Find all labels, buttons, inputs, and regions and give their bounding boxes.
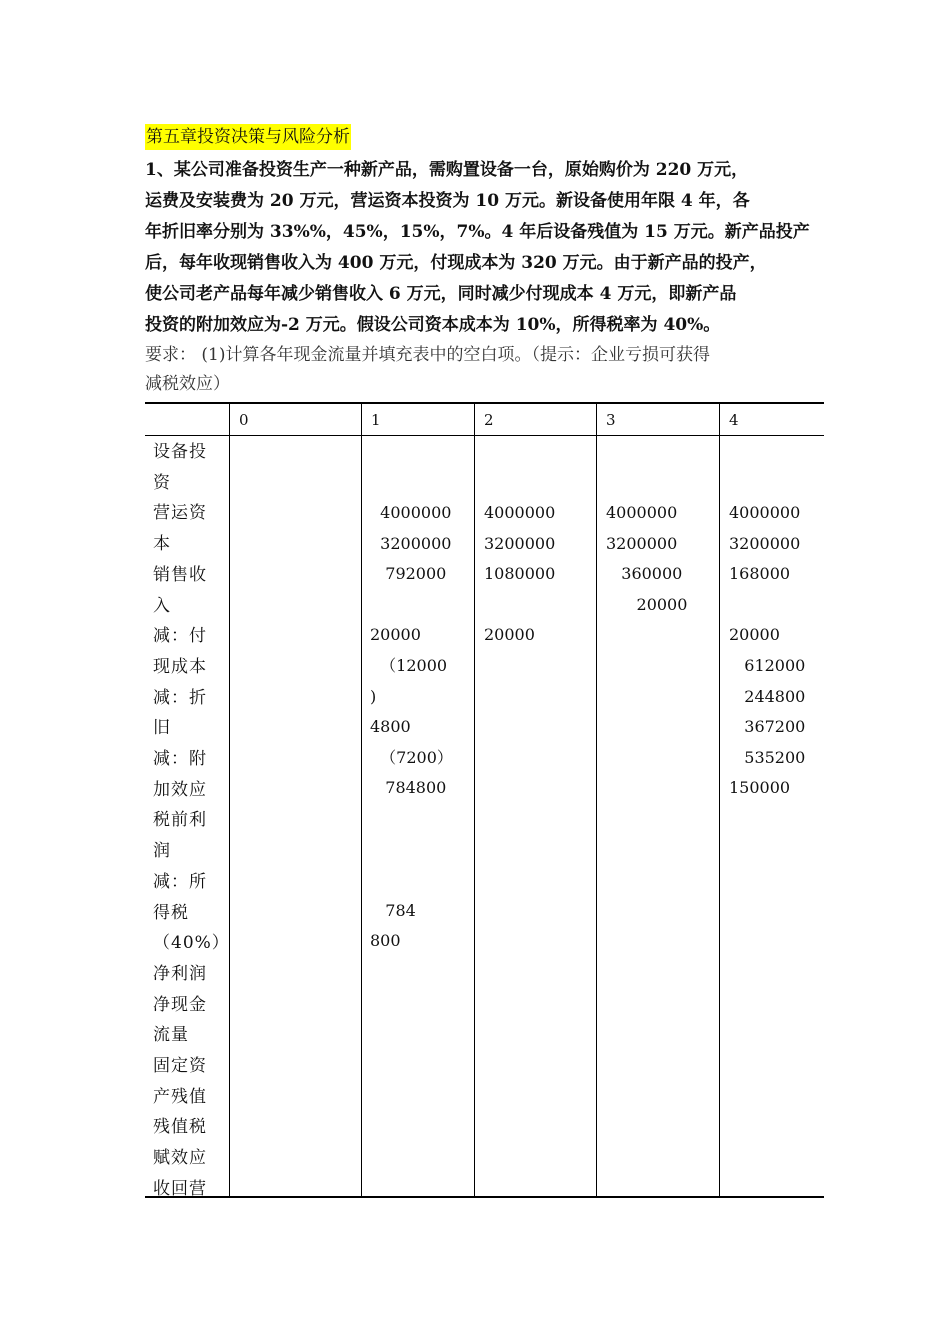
row-label: 减：附 xyxy=(153,749,207,770)
table-cell: 3200000 xyxy=(729,533,801,553)
table-cell xyxy=(484,590,592,621)
table-cell: 244800 xyxy=(729,686,806,706)
chapter-title: 第五章投资决策与风险分析 xyxy=(145,124,351,150)
table-cell: 20000 xyxy=(370,625,421,645)
row-label: 得税 xyxy=(153,902,189,923)
table-cell xyxy=(370,865,470,896)
column-header-year-4: 4 xyxy=(729,411,739,429)
column-divider xyxy=(719,404,720,1196)
row-label: 入 xyxy=(153,595,171,616)
row-label: 流量 xyxy=(153,1025,189,1046)
column-year-4-values xyxy=(729,498,821,804)
row-label: 旧 xyxy=(153,718,171,739)
column-divider xyxy=(596,404,597,1196)
row-label: 资 xyxy=(153,472,171,493)
row-label: 减：折 xyxy=(153,687,207,708)
row-label: 收回营 xyxy=(153,1178,207,1199)
row-label: 润 xyxy=(153,841,171,862)
table-cell: 4000000 xyxy=(484,503,556,522)
row-label: 残值税 xyxy=(153,1117,207,1138)
row-label: 加效应 xyxy=(153,779,207,800)
row-label: 减：付 xyxy=(153,626,207,647)
column-header-year-1: 1 xyxy=(371,411,381,429)
requirement-line: 要求： (1)计算各年现金流量并填充表中的空白项。（提示：企业亏损可获得 xyxy=(145,345,710,365)
row-label: 设备投 xyxy=(153,442,207,462)
table-cell: 20000 xyxy=(484,625,535,645)
problem-line: 使公司老产品每年减少销售收入 6 万元，同时减少付现成本 4 万元，即新产品 xyxy=(145,284,737,304)
table-cell: 367200 xyxy=(729,717,806,737)
requirement-text xyxy=(145,341,810,399)
column-year-3-values xyxy=(606,498,714,620)
table-cell xyxy=(729,590,821,621)
table-cell xyxy=(370,835,470,866)
header-divider xyxy=(145,435,824,436)
row-label: 产残值 xyxy=(153,1086,207,1107)
table-cell xyxy=(370,804,470,835)
table-cell: 168000 xyxy=(729,564,791,584)
column-divider xyxy=(361,404,362,1196)
column-header-year-0: 0 xyxy=(239,411,249,429)
row-label: 赋效应 xyxy=(153,1148,207,1169)
column-year-2-values xyxy=(484,498,592,651)
table-cell: 4000000 xyxy=(606,503,678,522)
problem-line: 投资的附加效应为-2 万元。假设公司资本成本为 10%，所得税率为 40%。 xyxy=(145,315,721,335)
problem-statement xyxy=(145,155,810,341)
row-label: 本 xyxy=(153,534,171,555)
table-cell: 4800 xyxy=(370,717,411,737)
table-cell: 1080000 xyxy=(484,564,556,584)
table-cell: 20000 xyxy=(729,625,780,645)
row-label: 净利润 xyxy=(153,963,207,984)
row-label: 现成本 xyxy=(153,656,207,677)
row-label: 净现金 xyxy=(153,994,207,1015)
row-label: 营运资 xyxy=(153,503,207,524)
column-header-year-3: 3 xyxy=(606,411,616,429)
table-cell: 4000000 xyxy=(729,503,801,522)
table-cell: （7200） xyxy=(370,747,453,767)
problem-line: 运费及安装费为 20 万元，营运资本投资为 10 万元。新设备使用年限 4 年，各 xyxy=(145,191,750,211)
table-cell: 784800 xyxy=(370,778,447,798)
column-header-year-2: 2 xyxy=(484,411,494,429)
table-cell: 612000 xyxy=(729,655,806,675)
cash-flow-table xyxy=(145,402,824,1198)
column-year-1-values xyxy=(370,498,470,957)
table-cell: 792000 xyxy=(370,564,447,584)
row-label: 销售收 xyxy=(153,564,207,585)
problem-line: 1、某公司准备投资生产一种新产品，需购置设备一台，原始购价为 220 万元， xyxy=(145,160,749,180)
table-cell xyxy=(370,590,470,621)
table-cell: 20000 xyxy=(606,594,688,614)
table-cell: 3200000 xyxy=(484,533,556,553)
row-label: （40%） xyxy=(153,933,230,954)
table-cell: 3200000 xyxy=(606,533,678,553)
row-label: 税前利 xyxy=(153,810,207,831)
table-cell: 784 xyxy=(370,900,416,920)
problem-line: 后，每年收现销售收入为 400 万元，付现成本为 320 万元。由于新产品的投产， xyxy=(145,253,767,273)
table-cell: 4000000 xyxy=(370,503,452,522)
table-cell: 800 xyxy=(370,931,401,951)
table-cell: 360000 xyxy=(606,564,683,584)
requirement-line: 减税效应） xyxy=(145,374,230,394)
table-cell: 535200 xyxy=(729,747,806,767)
row-labels xyxy=(153,437,230,1205)
column-divider xyxy=(474,404,475,1196)
row-label: 固定资 xyxy=(153,1056,207,1077)
column-divider xyxy=(229,404,230,1196)
problem-line: 年折旧率分别为 33%%，45%，15%，7%。4 年后设备残值为 15 万元。新产品投产 xyxy=(145,222,810,242)
table-cell: （12000 xyxy=(370,655,448,675)
table-cell: 150000 xyxy=(729,778,791,798)
table-cell: ) xyxy=(370,686,377,706)
row-label: 减：所 xyxy=(153,871,207,892)
table-cell: 3200000 xyxy=(370,533,452,553)
